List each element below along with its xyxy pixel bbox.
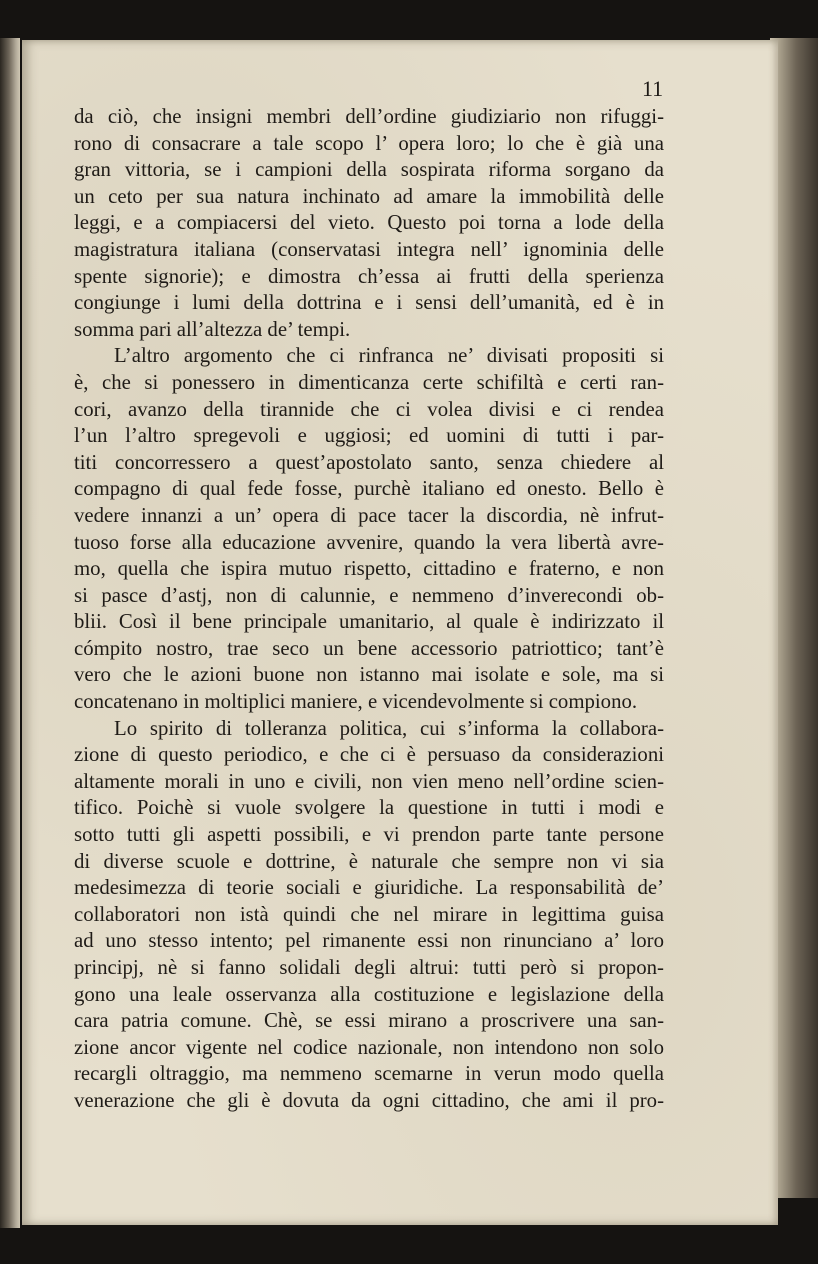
text-line: zione ancor vigente nel codice nazionale, non intendono non solo [74,1035,664,1059]
text-line: magistratura italiana (conservatasi integra nell’ ignominia delle [74,237,664,261]
text-line: Lo spirito di tolleranza politica, cui s’informa la collabora- [114,716,664,740]
text-line: altamente morali in uno e civili, non vien meno nell’ordine scien- [74,769,664,793]
text-line: tuoso forse alla educazione avvenire, quando la vera libertà avre- [74,530,664,554]
paragraph [74,716,664,1115]
text-line: titi concorressero a quest’apostolato santo, senza chiedere al [74,450,664,474]
book-page [22,40,778,1225]
text-line: cori, avanzo della tirannide che ci volea divisi e ci rendea [74,397,664,421]
text-line: si pasce d’astj, non di calunnie, e nemmeno d’inverecondi ob- [74,583,664,607]
text-line: leggi, e a compiacersi del vieto. Questo poi torna a lode della [74,211,664,235]
body-text [74,104,664,1115]
text-line: vero che le azioni buone non istanno mai isolate e sole, ma si [74,663,664,687]
paragraph [74,104,664,343]
text-line: L’altro argomento che ci rinfranca ne’ divisati propositi si [114,344,664,368]
text-line: è, che si ponessero in dimenticanza certe schifiltà e certi ran- [74,370,664,394]
text-line: vedere innanzi a un’ opera di pace tacer la discordia, nè infrut- [74,503,664,527]
text-line: di diverse scuole e dottrine, è naturale che sempre non vi sia [74,849,664,873]
text-line: gono una leale osservanza alla costituzione e legislazione della [74,982,664,1006]
text-line: principj, nè si fanno solidali degli altrui: tutti però si propon- [74,956,664,979]
text-line: cómpito nostro, trae seco un bene accessorio patriottico; tant’è [74,636,664,660]
text-line: zione di questo periodico, e che ci è persuaso da considerazioni [74,743,664,767]
text-line: un ceto per sua natura inchinato ad amare la immobilità delle [74,184,664,208]
text-line: da ciò, che insigni membri dell’ordine giudiziario non rifuggi- [74,105,664,128]
text-line: tifico. Poichè si vuole svolgere la questione in tutti i modi e [74,796,664,820]
text-line: concatenano in moltiplici maniere, e vicendevolmente si compiono. [74,690,638,714]
text-line: mo, quella che ispira mutuo rispetto, cittadino e fraterno, e non [74,557,664,581]
text-line: gran vittoria, se i campioni della sospirata riforma sorgano da [74,158,664,182]
paragraph [74,343,664,715]
text-line: somma pari all’altezza de’ tempi. [74,317,351,341]
page-number: 11 [642,76,664,101]
text-line: congiunge i lumi della dottrina e i sensi dell’umanità, ed è in [74,291,664,315]
text-line: spente signorie); e dimostra ch’essa ai frutti della sperienza [74,264,664,288]
text-line: collaboratori non istà quindi che nel mirare in legittima guisa [74,902,664,926]
text-line: l’un l’altro spregevoli e uggiosi; ed uomini di tutti i par- [74,424,664,448]
text-line: compagno di qual fede fosse, purchè italiano ed onesto. Bello è [74,477,664,501]
text-line: recargli oltraggio, ma nemmeno scemarne in verun modo quella [74,1062,664,1086]
text-line: ad uno stesso intento; pel rimanente essi non rinunciano a’ loro [74,929,664,953]
text-line: rono di consacrare a tale scopo l’ opera loro; lo che è già una [74,131,664,155]
text-line: sotto tutti gli aspetti possibili, e vi prendon parte tante persone [74,823,664,847]
text-line: cara patria comune. Chè, se essi mirano a proscrivere una san- [74,1009,664,1033]
book-left-edge [0,38,20,1228]
text-line: blii. Così il bene principale umanitario, al quale è indirizzato il [74,610,664,634]
text-line: venerazione che gli è dovuta da ogni cittadino, che ami il pro- [74,1088,664,1112]
text-line: medesimezza di teorie sociali e giuridiche. La responsabilità de’ [74,876,664,900]
